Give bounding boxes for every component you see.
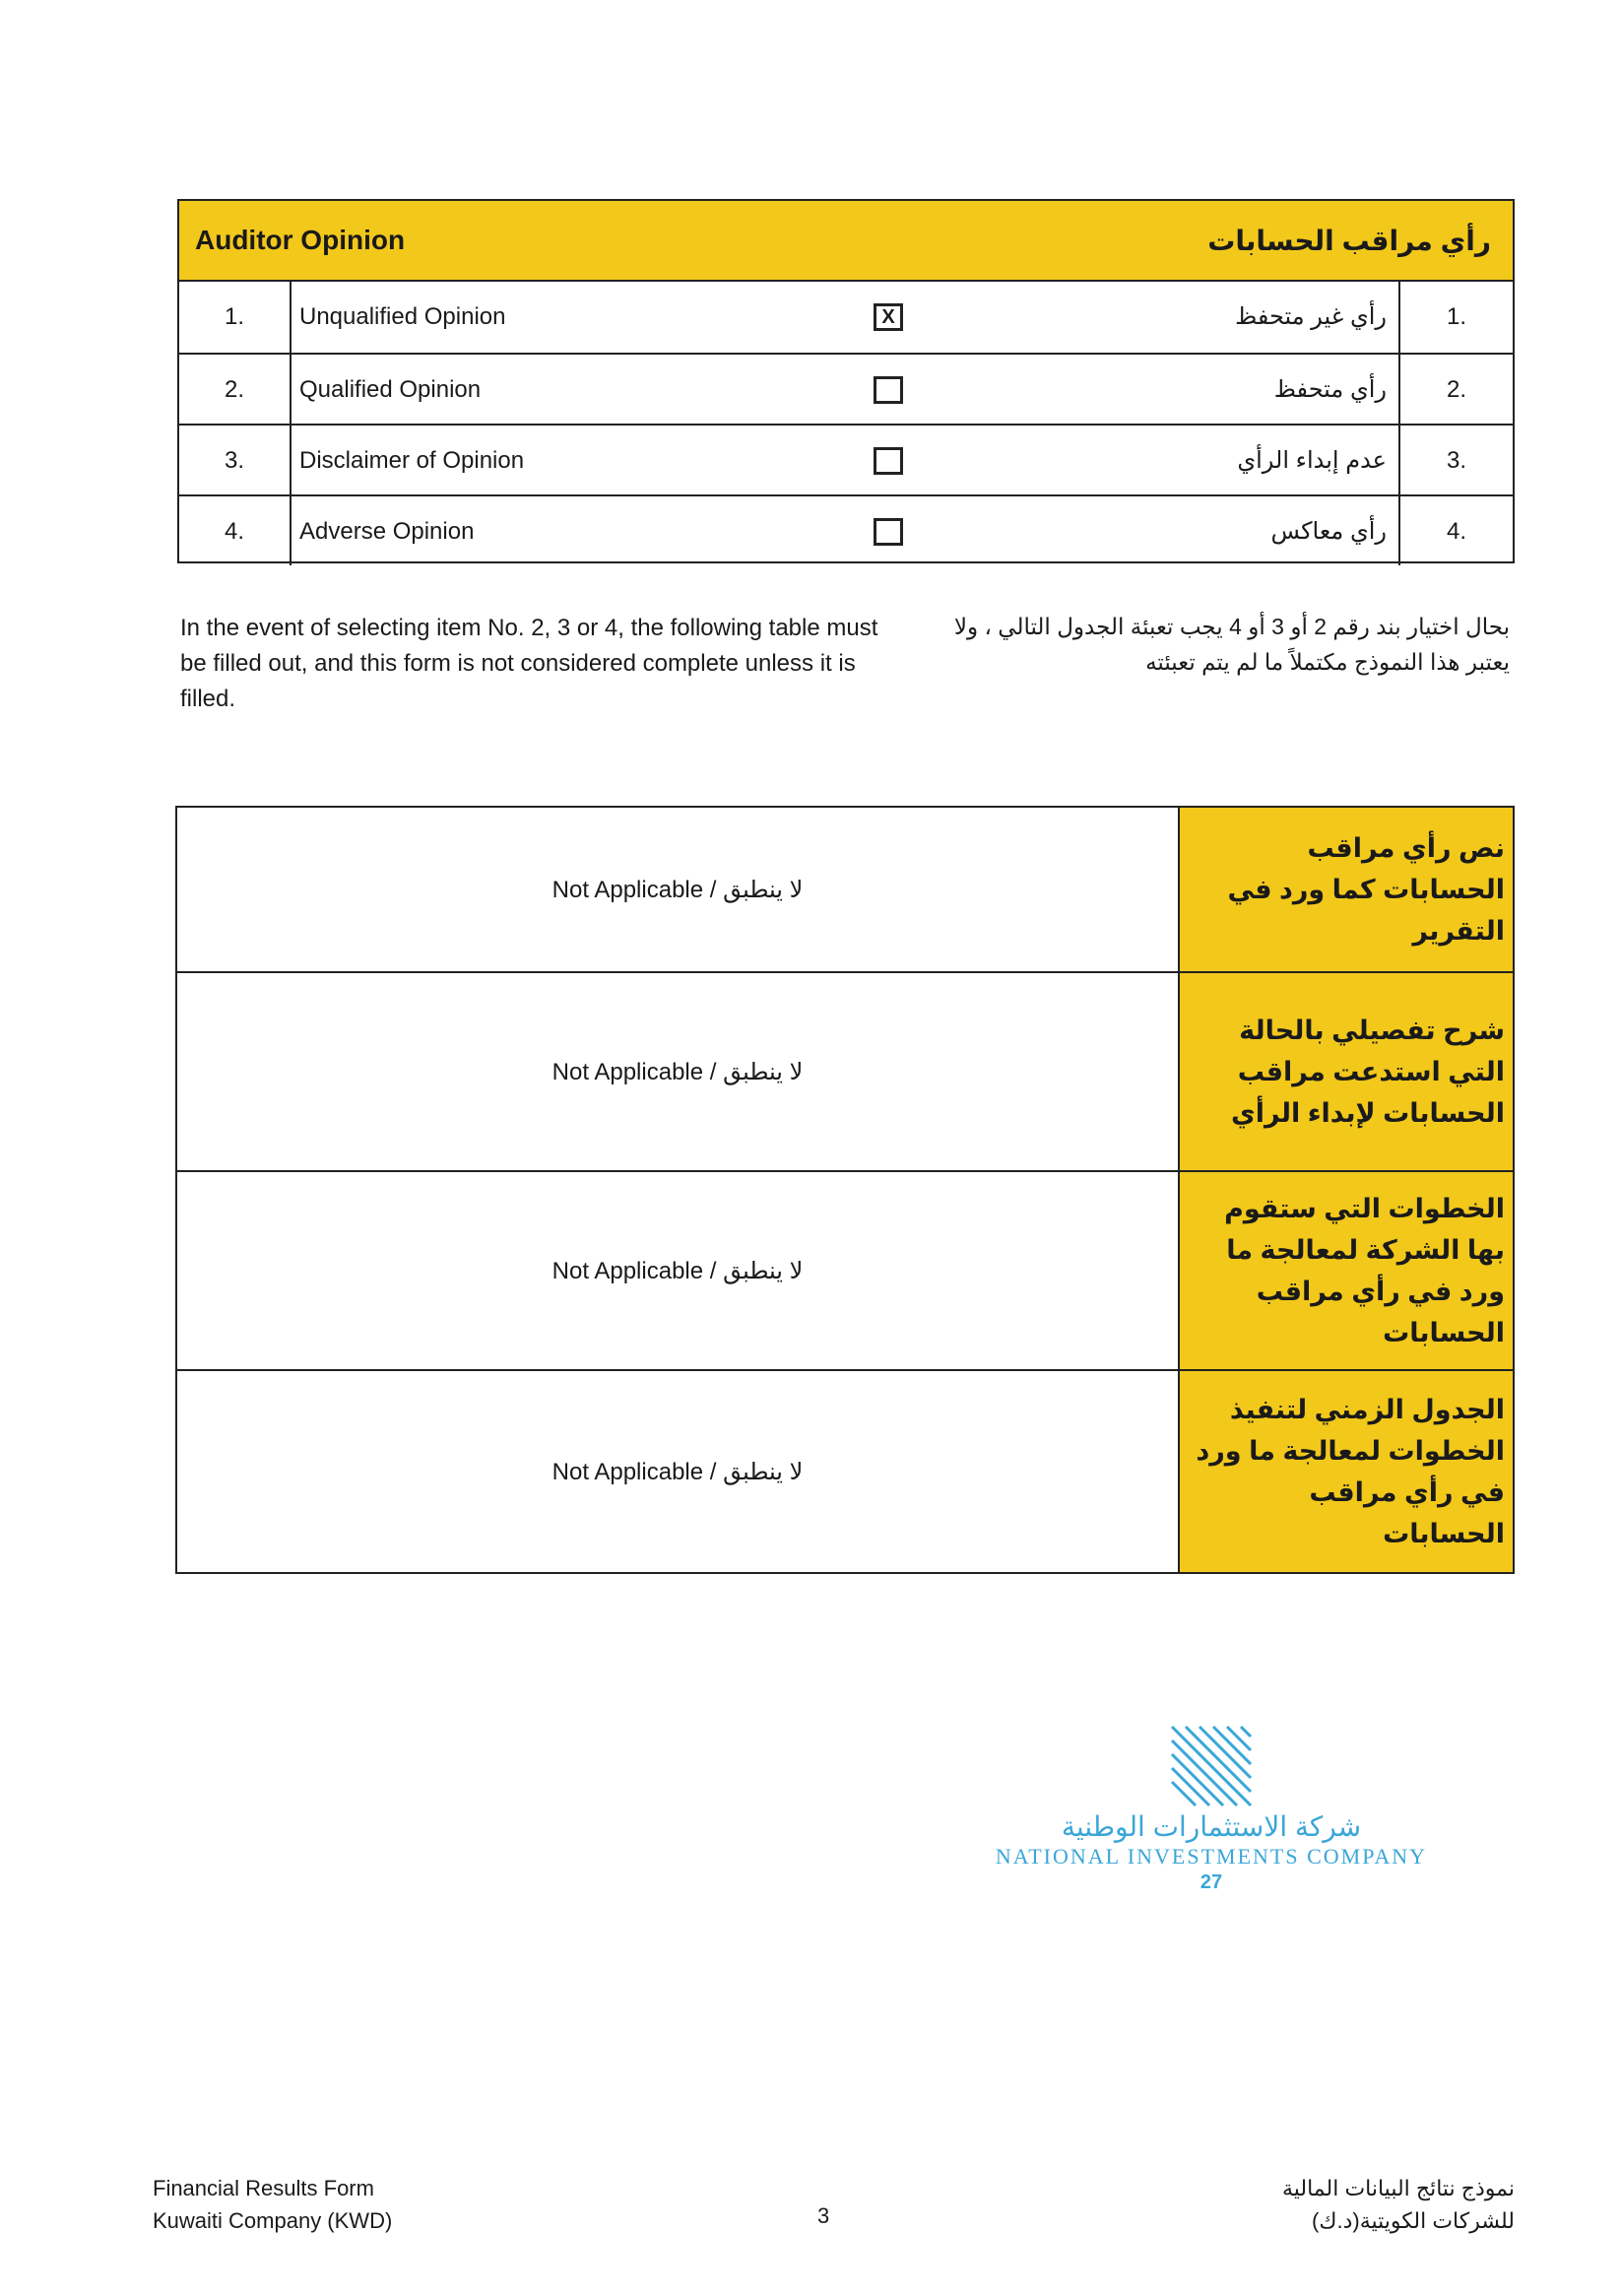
footer-left (153, 2172, 392, 2237)
opinion-row-number: 3. (179, 426, 292, 494)
details-heading: شرح تفصيلي بالحالة التي استدعت مراقب الحسابات لإبداء الرأي (1178, 973, 1513, 1170)
footer-company-type-ar: للشركات الكويتية(د.ك) (1312, 2208, 1515, 2233)
details-value[interactable]: Not Applicable / لا ينطبق (551, 1257, 804, 1284)
details-heading: الخطوات التي ستقوم بها الشركة لمعالجة ما ورد في رأي مراقب الحسابات (1178, 1172, 1513, 1369)
opinion-row-number: 4. (179, 496, 292, 565)
details-row-explanation (177, 971, 1513, 1170)
details-value[interactable]: Not Applicable / لا ينطبق (551, 1058, 804, 1085)
page-number: 3 (817, 2203, 830, 2228)
opinion-row-label: Unqualified Opinion (299, 303, 506, 330)
details-row-steps (177, 1170, 1513, 1369)
auditor-opinion-header (179, 201, 1513, 282)
details-value[interactable]: Not Applicable / لا ينطبق (551, 876, 804, 903)
opinion-row-number: 1. (179, 282, 292, 353)
footer-company-type: Kuwaiti Company (KWD) (153, 2208, 393, 2233)
opinion-row-adverse (179, 494, 1513, 565)
opinion-checkbox-unqualified[interactable]: X (874, 303, 903, 331)
stamp-page-number: 27 (1200, 1871, 1223, 1893)
opinion-row-label: Disclaimer of Opinion (299, 447, 525, 474)
opinion-row-label: Qualified Opinion (299, 376, 482, 403)
company-name-en: NATIONAL INVESTMENTS COMPANY (995, 1844, 1428, 1869)
opinion-row-number: 2. (179, 355, 292, 424)
note-en: In the event of selecting item No. 2, 3 or 4, the following table must be filled out, and this form is not considered complete unless it is filled. (180, 615, 878, 712)
opinion-checkbox-adverse[interactable] (874, 518, 903, 546)
opinion-row-unqualified (179, 282, 1513, 353)
opinion-row-number-ar: .4 (1398, 496, 1513, 565)
details-row-opinion-text (177, 808, 1513, 971)
opinion-row-number-ar: .2 (1398, 355, 1513, 424)
footer-form-name: Financial Results Form (153, 2176, 374, 2200)
company-name-ar: شركة الاستثمارات الوطنية (1061, 1811, 1362, 1842)
opinion-row-number-ar: .1 (1398, 282, 1513, 353)
opinion-row-label-ar: رأي غير متحفظ (1235, 303, 1387, 330)
details-heading: نص رأي مراقب الحسابات كما ورد في التقرير (1178, 808, 1513, 971)
details-value[interactable]: Not Applicable / لا ينطبق (551, 1458, 804, 1485)
footer-form-name-ar: نموذج نتائج البيانات المالية (1281, 2176, 1515, 2200)
auditor-opinion-title-ar: رأي مراقب الحسابات (1207, 226, 1491, 256)
opinion-row-qualified (179, 353, 1513, 424)
details-row-timeline (177, 1369, 1513, 1572)
opinion-checkbox-qualified[interactable] (874, 376, 903, 404)
opinion-row-number-ar: .3 (1398, 426, 1513, 494)
auditor-opinion-table (177, 199, 1515, 563)
opinion-row-label: Adverse Opinion (299, 518, 475, 545)
opinion-details-table (175, 806, 1515, 1574)
auditor-opinion-title-en: Auditor Opinion (195, 225, 406, 255)
opinion-row-label-ar: عدم إبداء الرأي (1237, 447, 1387, 474)
note-ar: بحال اختيار بند رقم 2 أو 3 أو 4 يجب تعبئة الجدول التالي ، ولا يعتبر هذا النموذج مكتملاً ما لم يتم تعبئته (953, 614, 1510, 675)
footer-right (1282, 2172, 1515, 2237)
opinion-row-label-ar: رأي متحفظ (1273, 376, 1387, 403)
opinion-checkbox-disclaimer[interactable] (874, 447, 903, 475)
opinion-row-disclaimer (179, 424, 1513, 494)
details-heading: الجدول الزمني لتنفيذ الخطوات لمعالجة ما ورد في رأي مراقب الحسابات (1178, 1371, 1513, 1572)
opinion-row-label-ar: رأي معاكس (1270, 518, 1387, 545)
